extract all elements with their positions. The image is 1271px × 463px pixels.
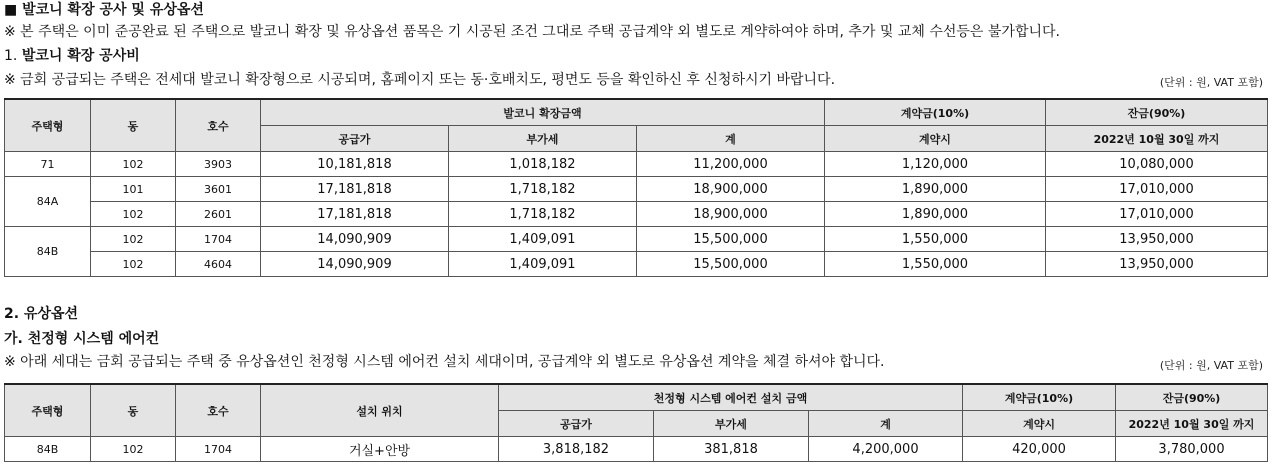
deposit-cell: 1,550,000 <box>825 252 1046 277</box>
header-supply: 공급가 <box>499 411 654 437</box>
header-balance-sub: 2022년 10월 30일 까지 <box>1046 126 1268 152</box>
supply-cell: 17,181,818 <box>261 177 449 202</box>
header-balance-group: 잔금(90%) <box>1046 99 1268 126</box>
section-title: ■ 발코니 확장 공사 및 유상옵션 <box>4 2 204 18</box>
option-price-table <box>4 383 1268 462</box>
table-row <box>5 152 1268 177</box>
supply-cell: 14,090,909 <box>261 252 449 277</box>
supply-cell: 3,818,182 <box>499 437 654 462</box>
header-type: 주택형 <box>5 384 91 437</box>
dong-cell: 102 <box>91 152 176 177</box>
type-cell: 84A <box>5 177 91 227</box>
table-row <box>5 227 1268 252</box>
deposit-cell: 1,550,000 <box>825 227 1046 252</box>
header-vat: 부가세 <box>449 126 637 152</box>
supply-cell: 17,181,818 <box>261 202 449 227</box>
dong-cell: 102 <box>91 252 176 277</box>
table-row <box>5 177 1268 202</box>
header-total: 계 <box>809 411 963 437</box>
vat-cell: 1,409,091 <box>449 252 637 277</box>
option-heading: 2. 유상옵션 <box>4 306 79 322</box>
type-cell: 71 <box>5 152 91 177</box>
header-dong: 동 <box>91 384 176 437</box>
balcony-heading-text: 발코니 확장 공사비 <box>21 48 140 64</box>
deposit-cell: 1,120,000 <box>825 152 1046 177</box>
balcony-unit-label: (단위 : 원, VAT 포함) <box>1159 76 1263 89</box>
header-amount-group: 천정형 시스템 에어컨 설치 금액 <box>499 384 963 411</box>
dong-cell: 102 <box>91 227 176 252</box>
table-row <box>5 437 1268 462</box>
location-cell: 거실+안방 <box>261 437 499 462</box>
balance-cell: 17,010,000 <box>1046 202 1268 227</box>
dong-cell: 102 <box>91 437 176 462</box>
balance-cell: 17,010,000 <box>1046 177 1268 202</box>
header-type: 주택형 <box>5 99 91 152</box>
balcony-heading <box>4 46 140 66</box>
balcony-note: ※ 금회 공급되는 주택은 전세대 발코니 확장형으로 시공되며, 홈페이지 또는 동·호배치도, 평면도 등을 확인하신 후 신청하시기 바랍니다. <box>4 72 836 88</box>
supply-cell: 10,181,818 <box>261 152 449 177</box>
balance-cell: 10,080,000 <box>1046 152 1268 177</box>
table-row <box>5 202 1268 227</box>
header-balance-sub: 2022년 10월 30일 까지 <box>1116 411 1268 437</box>
deposit-cell: 420,000 <box>963 437 1116 462</box>
header-deposit-sub: 계약시 <box>963 411 1116 437</box>
header-ho: 호수 <box>176 99 261 152</box>
total-cell: 11,200,000 <box>637 152 825 177</box>
ho-cell: 1704 <box>176 437 261 462</box>
header-deposit-group: 계약금(10%) <box>825 99 1046 126</box>
header-vat: 부가세 <box>654 411 809 437</box>
dong-cell: 101 <box>91 177 176 202</box>
balcony-heading-number: 1. <box>4 48 18 64</box>
ho-cell: 3601 <box>176 177 261 202</box>
option-note: ※ 아래 세대는 금회 공급되는 주택 중 유상옵션인 천정형 시스템 에어컨 설치 세대이며, 공급계약 외 별도로 유상옵션 계약을 체결 하셔야 합니다. <box>4 354 885 370</box>
header-dong: 동 <box>91 99 176 152</box>
total-cell: 15,500,000 <box>637 252 825 277</box>
balance-cell: 13,950,000 <box>1046 252 1268 277</box>
vat-cell: 1,718,182 <box>449 202 637 227</box>
deposit-cell: 1,890,000 <box>825 177 1046 202</box>
intro-note: ※ 본 주택은 이미 준공완료 된 주택으로 발코니 확장 및 유상옵션 품목은 기 시공된 조건 그대로 주택 공급계약 외 별도로 계약하여야 하며, 추가 및 교체 수선등은 불가합니다. <box>4 24 1060 40</box>
ho-cell: 4604 <box>176 252 261 277</box>
header-supply: 공급가 <box>261 126 449 152</box>
total-cell: 18,900,000 <box>637 177 825 202</box>
ho-cell: 2601 <box>176 202 261 227</box>
header-total: 계 <box>637 126 825 152</box>
header-balance-group: 잔금(90%) <box>1116 384 1268 411</box>
header-deposit-group: 계약금(10%) <box>963 384 1116 411</box>
ho-cell: 1704 <box>176 227 261 252</box>
ho-cell: 3903 <box>176 152 261 177</box>
vat-cell: 1,718,182 <box>449 177 637 202</box>
total-cell: 18,900,000 <box>637 202 825 227</box>
dong-cell: 102 <box>91 202 176 227</box>
table-row <box>5 252 1268 277</box>
header-amount-group: 발코니 확장금액 <box>261 99 825 126</box>
option-unit-label: (단위 : 원, VAT 포함) <box>1159 359 1263 372</box>
total-cell: 4,200,000 <box>809 437 963 462</box>
header-location: 설치 위치 <box>261 384 499 437</box>
option-subheading: 가. 천정형 시스템 에어컨 <box>4 331 160 347</box>
vat-cell: 1,018,182 <box>449 152 637 177</box>
vat-cell: 1,409,091 <box>449 227 637 252</box>
balance-cell: 3,780,000 <box>1116 437 1268 462</box>
total-cell: 15,500,000 <box>637 227 825 252</box>
vat-cell: 381,818 <box>654 437 809 462</box>
balance-cell: 13,950,000 <box>1046 227 1268 252</box>
deposit-cell: 1,890,000 <box>825 202 1046 227</box>
header-deposit-sub: 계약시 <box>825 126 1046 152</box>
supply-cell: 14,090,909 <box>261 227 449 252</box>
header-ho: 호수 <box>176 384 261 437</box>
balcony-price-table <box>4 98 1268 277</box>
type-cell: 84B <box>5 437 91 462</box>
type-cell: 84B <box>5 227 91 277</box>
